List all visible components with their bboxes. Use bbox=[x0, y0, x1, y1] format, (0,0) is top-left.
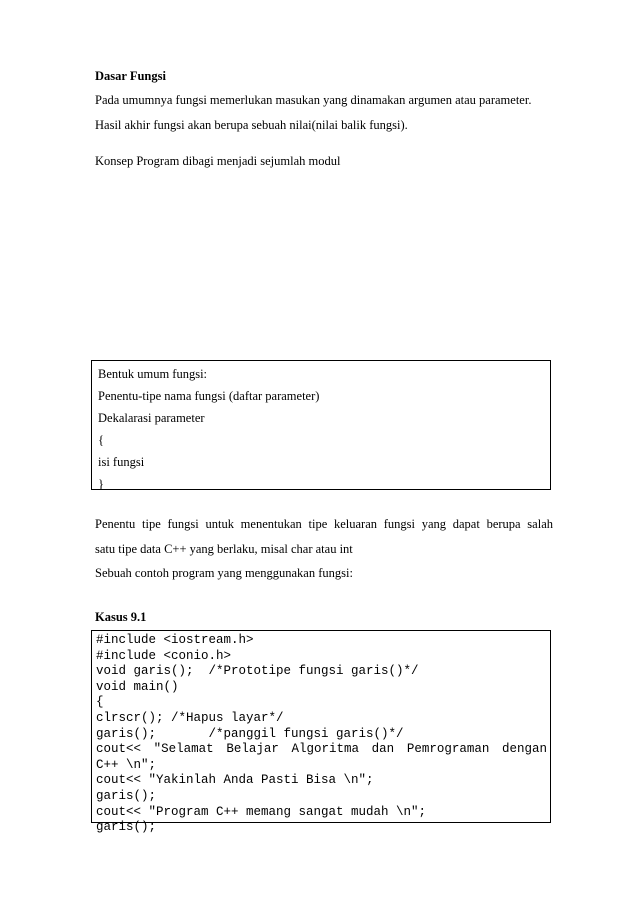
box-line: isi fungsi bbox=[98, 455, 145, 469]
code-line: cout<< "Program C++ memang sangat mudah \n"; bbox=[96, 804, 427, 819]
explanation-line: satu tipe data C++ yang berlaku, misal char atau int bbox=[95, 541, 353, 556]
case-title: Kasus 9.1 bbox=[95, 610, 147, 624]
code-line: garis(); /*panggil fungsi garis()*/ bbox=[96, 726, 404, 741]
concept-paragraph bbox=[95, 149, 553, 174]
code-line: cout<< "Selamat Belajar Algoritma dan Pemrograman dengan bbox=[96, 742, 547, 757]
intro-paragraph bbox=[95, 88, 553, 137]
code-line: garis(); bbox=[96, 788, 157, 803]
code-line: void garis(); /*Prototipe fungsi garis()*/ bbox=[96, 664, 419, 679]
code-line: clrscr(); /*Hapus layar*/ bbox=[96, 710, 284, 725]
box-line: Penentu-tipe nama fungsi (daftar parameter) bbox=[98, 389, 320, 403]
general-form-box bbox=[91, 360, 551, 490]
explanation-line: Penentu tipe fungsi untuk menentukan tipe keluaran fungsi yang dapat berupa salah bbox=[95, 517, 553, 531]
section-title: Dasar Fungsi bbox=[95, 69, 166, 83]
code-line: #include <iostream.h> bbox=[96, 633, 254, 647]
code-line: cout<< "Yakinlah Anda Pasti Bisa \n"; bbox=[96, 773, 374, 788]
explanation-line: Sebuah contoh program yang menggunakan fungsi: bbox=[95, 566, 353, 580]
box-line: Bentuk umum fungsi: bbox=[98, 367, 208, 381]
box-line: { bbox=[98, 433, 104, 447]
code-line: { bbox=[96, 695, 104, 710]
intro-line: Hasil akhir fungsi akan berupa sebuah nilai(nilai balik fungsi). bbox=[95, 117, 408, 132]
concept-line: Konsep Program dibagi menjadi sejumlah modul bbox=[95, 154, 341, 168]
code-block bbox=[91, 630, 551, 835]
intro-line: Pada umumnya fungsi memerlukan masukan yang dinamakan argumen atau parameter. bbox=[95, 93, 532, 107]
code-line: #include <conio.h> bbox=[96, 648, 232, 663]
code-line: C++ \n"; bbox=[96, 757, 157, 772]
code-line: garis(); bbox=[96, 820, 157, 835]
code-line: void main() bbox=[96, 679, 179, 694]
explanation-paragraph bbox=[95, 512, 553, 586]
box-line: } bbox=[98, 477, 104, 491]
box-line: Dekalarasi parameter bbox=[98, 411, 205, 425]
